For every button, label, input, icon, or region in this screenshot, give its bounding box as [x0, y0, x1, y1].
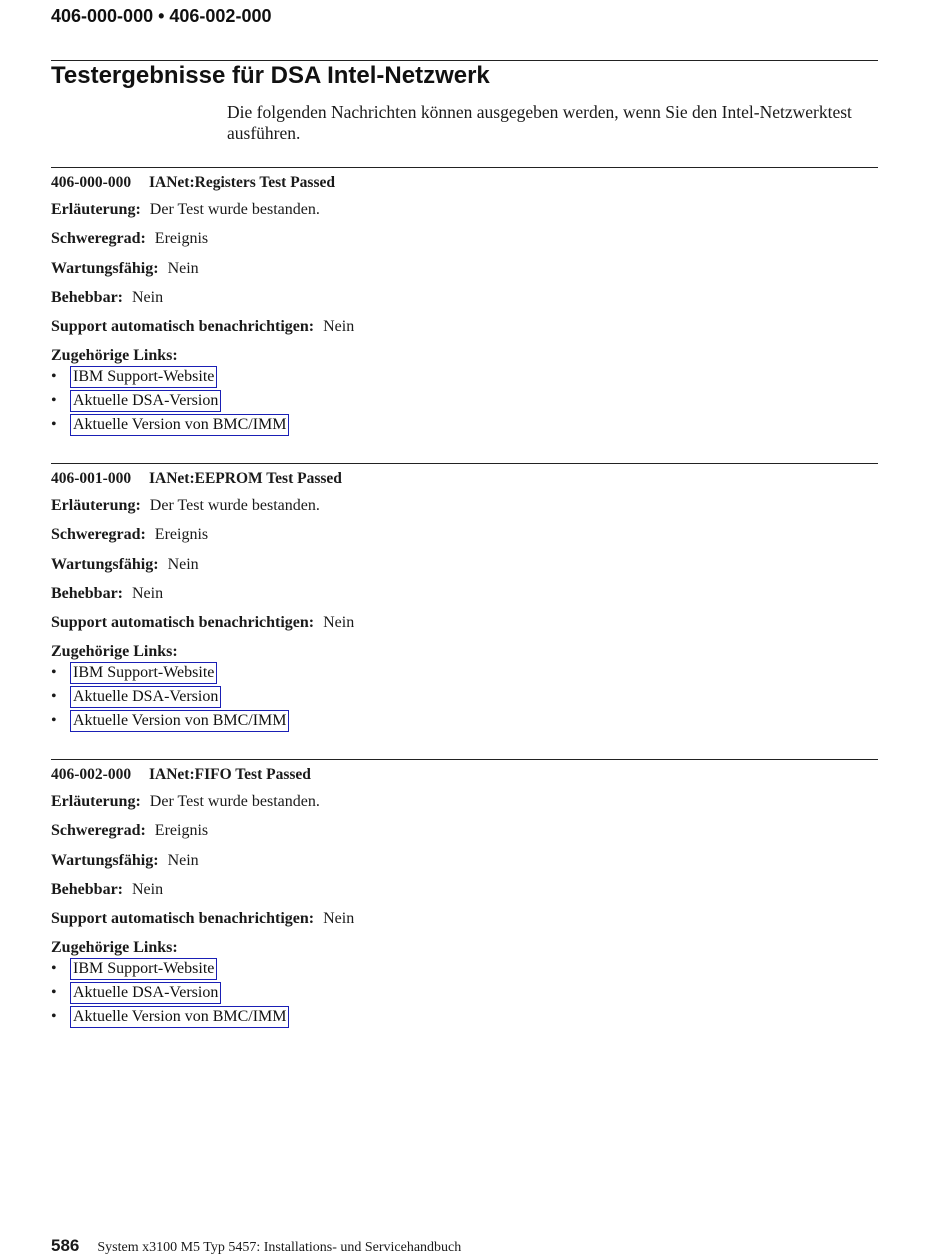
auto-notify-value: Nein: [323, 614, 355, 632]
explanation-value: Der Test wurde bestanden.: [149, 201, 320, 218]
severity-field: [51, 816, 878, 845]
explanation-field: [51, 195, 878, 224]
related-links-list: [51, 958, 878, 1030]
message-entry: [51, 467, 878, 734]
recoverable-label: Behebbar:: [51, 880, 123, 898]
bullet-icon: •: [51, 960, 57, 978]
list-item: [51, 414, 878, 438]
serviceable-value: Nein: [167, 259, 199, 277]
auto-notify-value: Nein: [323, 910, 355, 928]
bullet-icon: •: [51, 984, 57, 1002]
intro-paragraph: Die folgenden Nachrichten können ausgegeben werden, wenn Sie den Intel-Netzwerktest ausführen.: [227, 102, 852, 143]
serviceable-field: [51, 846, 878, 875]
list-item: [51, 982, 878, 1006]
running-head: 406-000-000 • 406-002-000: [51, 6, 272, 26]
list-item: [51, 1006, 878, 1030]
auto-notify-field: [51, 904, 878, 933]
auto-notify-field: [51, 312, 878, 341]
bmc-imm-version-link[interactable]: Aktuelle Version von BMC/IMM: [70, 414, 289, 436]
explanation-field: [51, 491, 878, 520]
entry-heading: [51, 171, 878, 195]
severity-value: Ereignis: [154, 822, 209, 840]
explanation-label: Erläuterung:: [51, 201, 141, 218]
list-item: [51, 958, 878, 982]
bullet-icon: •: [51, 416, 57, 434]
related-links-label: Zugehörige Links:: [51, 939, 178, 957]
list-item: [51, 686, 878, 710]
entry-heading: [51, 467, 878, 491]
explanation-value: Der Test wurde bestanden.: [149, 497, 320, 514]
bullet-icon: •: [51, 392, 57, 410]
page-number: 586: [51, 1236, 80, 1255]
severity-value: Ereignis: [154, 230, 209, 248]
message-title: IANet:Registers Test Passed: [149, 174, 335, 191]
message-title: IANet:EEPROM Test Passed: [149, 470, 342, 487]
serviceable-label: Wartungsfähig:: [51, 555, 159, 573]
serviceable-field: [51, 254, 878, 283]
message-code: 406-002-000: [51, 766, 132, 783]
list-item: [51, 662, 878, 686]
severity-label: Schweregrad:: [51, 230, 146, 248]
recoverable-value: Nein: [132, 584, 164, 602]
severity-label: Schweregrad:: [51, 526, 146, 544]
dsa-version-link[interactable]: Aktuelle DSA-Version: [70, 390, 221, 412]
entry-separator: [51, 463, 878, 464]
message-entry: [51, 171, 878, 438]
auto-notify-field: [51, 608, 878, 637]
ibm-support-link[interactable]: IBM Support-Website: [70, 958, 217, 980]
entry-separator: [51, 167, 878, 168]
bullet-icon: •: [51, 368, 57, 386]
recoverable-value: Nein: [132, 288, 164, 306]
entry-separator: [51, 759, 878, 760]
page-title: Testergebnisse für DSA Intel-Netzwerk: [51, 62, 490, 89]
explanation-value: Der Test wurde bestanden.: [149, 793, 320, 810]
bmc-imm-version-link[interactable]: Aktuelle Version von BMC/IMM: [70, 1006, 289, 1028]
list-item: [51, 390, 878, 414]
explanation-label: Erläuterung:: [51, 497, 141, 514]
ibm-support-link[interactable]: IBM Support-Website: [70, 662, 217, 684]
auto-notify-label: Support automatisch benachrichtigen:: [51, 614, 315, 632]
related-links-list: [51, 662, 878, 734]
serviceable-value: Nein: [167, 851, 199, 869]
title-rule: [51, 60, 878, 61]
list-item: [51, 710, 878, 734]
auto-notify-label: Support automatisch benachrichtigen:: [51, 318, 315, 336]
dsa-version-link[interactable]: Aktuelle DSA-Version: [70, 686, 221, 708]
page-footer: [51, 1236, 461, 1256]
bullet-icon: •: [51, 1008, 57, 1026]
message-code: 406-000-000: [51, 174, 132, 191]
auto-notify-value: Nein: [323, 318, 355, 336]
entry-heading: [51, 763, 878, 787]
explanation-field: [51, 787, 878, 816]
serviceable-label: Wartungsfähig:: [51, 851, 159, 869]
dsa-version-link[interactable]: Aktuelle DSA-Version: [70, 982, 221, 1004]
explanation-label: Erläuterung:: [51, 793, 141, 810]
related-links-label: Zugehörige Links:: [51, 347, 178, 365]
bmc-imm-version-link[interactable]: Aktuelle Version von BMC/IMM: [70, 710, 289, 732]
recoverable-label: Behebbar:: [51, 584, 123, 602]
severity-label: Schweregrad:: [51, 822, 146, 840]
ibm-support-link[interactable]: IBM Support-Website: [70, 366, 217, 388]
message-code: 406-001-000: [51, 470, 132, 487]
recoverable-field: [51, 579, 878, 608]
footer-text: System x3100 M5 Typ 5457: Installations- und Servicehandbuch: [97, 1240, 462, 1255]
bullet-icon: •: [51, 688, 57, 706]
severity-field: [51, 520, 878, 549]
recoverable-value: Nein: [132, 880, 164, 898]
message-title: IANet:FIFO Test Passed: [149, 766, 311, 783]
recoverable-label: Behebbar:: [51, 288, 123, 306]
serviceable-value: Nein: [167, 555, 199, 573]
related-links-list: [51, 366, 878, 438]
auto-notify-label: Support automatisch benachrichtigen:: [51, 910, 315, 928]
recoverable-field: [51, 283, 878, 312]
severity-field: [51, 224, 878, 253]
bullet-icon: •: [51, 712, 57, 730]
list-item: [51, 366, 878, 390]
bullet-icon: •: [51, 664, 57, 682]
serviceable-label: Wartungsfähig:: [51, 259, 159, 277]
serviceable-field: [51, 550, 878, 579]
recoverable-field: [51, 875, 878, 904]
message-entry: [51, 763, 878, 1030]
severity-value: Ereignis: [154, 526, 209, 544]
related-links-label: Zugehörige Links:: [51, 643, 178, 661]
